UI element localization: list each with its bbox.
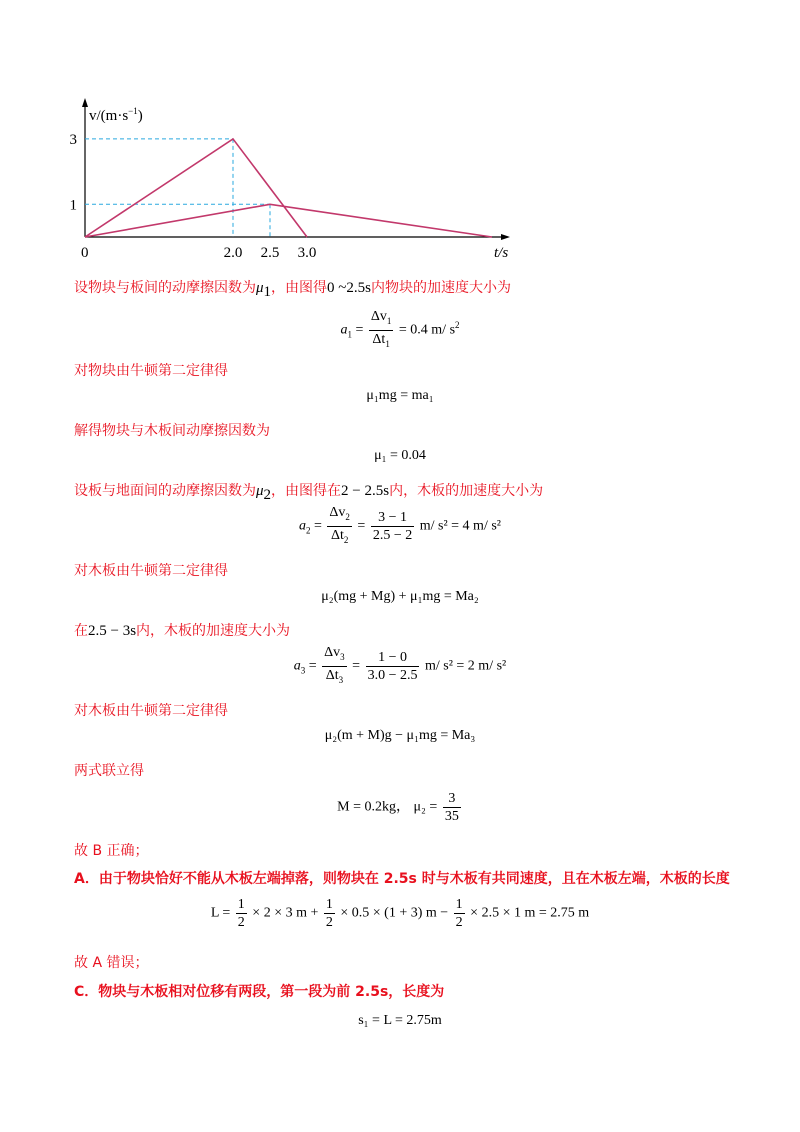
y-tick-label-1: 1 [69, 197, 77, 214]
equation-a1: $a_1$ = $\frac{\Delta v_1}{\Delta t_1}$ = 0.4 m/ $s^2$ [340, 309, 460, 349]
text-line-1: 设物块与板间的动摩擦因数为$\mu_1$，由图得0 ~2.5s内物块的加速度大小为 [74, 280, 511, 300]
x-tick-label-2: 2.5 [260, 245, 280, 261]
x-tick-label-3: 3.0 [297, 245, 317, 261]
equation-newton-board-1: μ₂(mg + Mg) + μ₁mg = Ma₂ [321, 589, 479, 604]
equation-newton-board-2: μ₂(m + M)g − μ₁mg = Ma₃ [324, 728, 476, 743]
text-line-11: 在2.5 − 3s内，木板的加速度大小为 [74, 623, 291, 639]
series-line-1 [85, 139, 307, 237]
y-axis-arrow [82, 98, 88, 107]
origin-label: 0 [81, 245, 89, 261]
y-tick-label-2: 3 [69, 131, 77, 148]
equation-result: M = 0.2kg， μ₂ = $\frac{3}{35}$ [337, 791, 459, 824]
equation-mu1: μ₁ = 0.04 [374, 448, 426, 463]
text-line-5: 解得物块与木板间动摩擦因数为 [74, 423, 270, 439]
equation-a3: $a_3$ = $\frac{\Delta v_3}{\Delta t_3}$ = $\frac{1 - 0}{3.0 - 2.5}$ m/ s² = 2 m/ s² [293, 645, 507, 685]
text-line-21: C．物块与木板相对位移有两段，第一段为前 2.5s，长度为 [74, 984, 445, 1000]
text-line-15: 两式联立得 [74, 763, 144, 779]
equation-a2: $a_2$ = $\frac{\Delta v_2}{\Delta t_2}$ = $\frac{3 - 1}{2.5 - 2}$ m/ s² = 4 m/ s² [299, 505, 501, 545]
text-line-20: 故 A 错误； [74, 955, 149, 971]
text-line-13: 对木板由牛顿第二定律得 [74, 703, 228, 719]
text-line-18: A．由于物块恰好不能从木板左端掉落，则物块在 2.5s 时与木板有共同速度，且在木板左端，木板的长度 [74, 871, 730, 887]
text-line-7: 设板与地面间的动摩擦因数为$\mu_2$，由图得在2 − 2.5s内，木板的加速度大小为 [74, 483, 544, 503]
velocity-time-chart [60, 98, 509, 261]
series-line-2 [85, 204, 492, 237]
text-line-3: 对物块由牛顿第二定律得 [74, 363, 228, 379]
text-line-9: 对木板由牛顿第二定律得 [74, 563, 228, 579]
y-axis-label: $v/(m\cdot s^{-1})$ [89, 106, 143, 124]
x-axis-label: t/s [494, 245, 509, 261]
x-tick-label-1: 2.0 [223, 245, 243, 261]
equation-newton-block: μ₁mg = ma₁ [366, 388, 434, 403]
equation-length: L = $\frac{1}{2}$ × 2 × 3 m + $\frac{1}{2}$ × 0.5 × (1 + 3) m − $\frac{1}{2}$ × 2.5 × 1 m = 2.75 m [210, 897, 590, 930]
x-axis-arrow [501, 234, 510, 240]
equation-s1: s₁ = L = 2.75m [358, 1013, 442, 1028]
text-line-17: 故 B 正确； [74, 843, 149, 859]
